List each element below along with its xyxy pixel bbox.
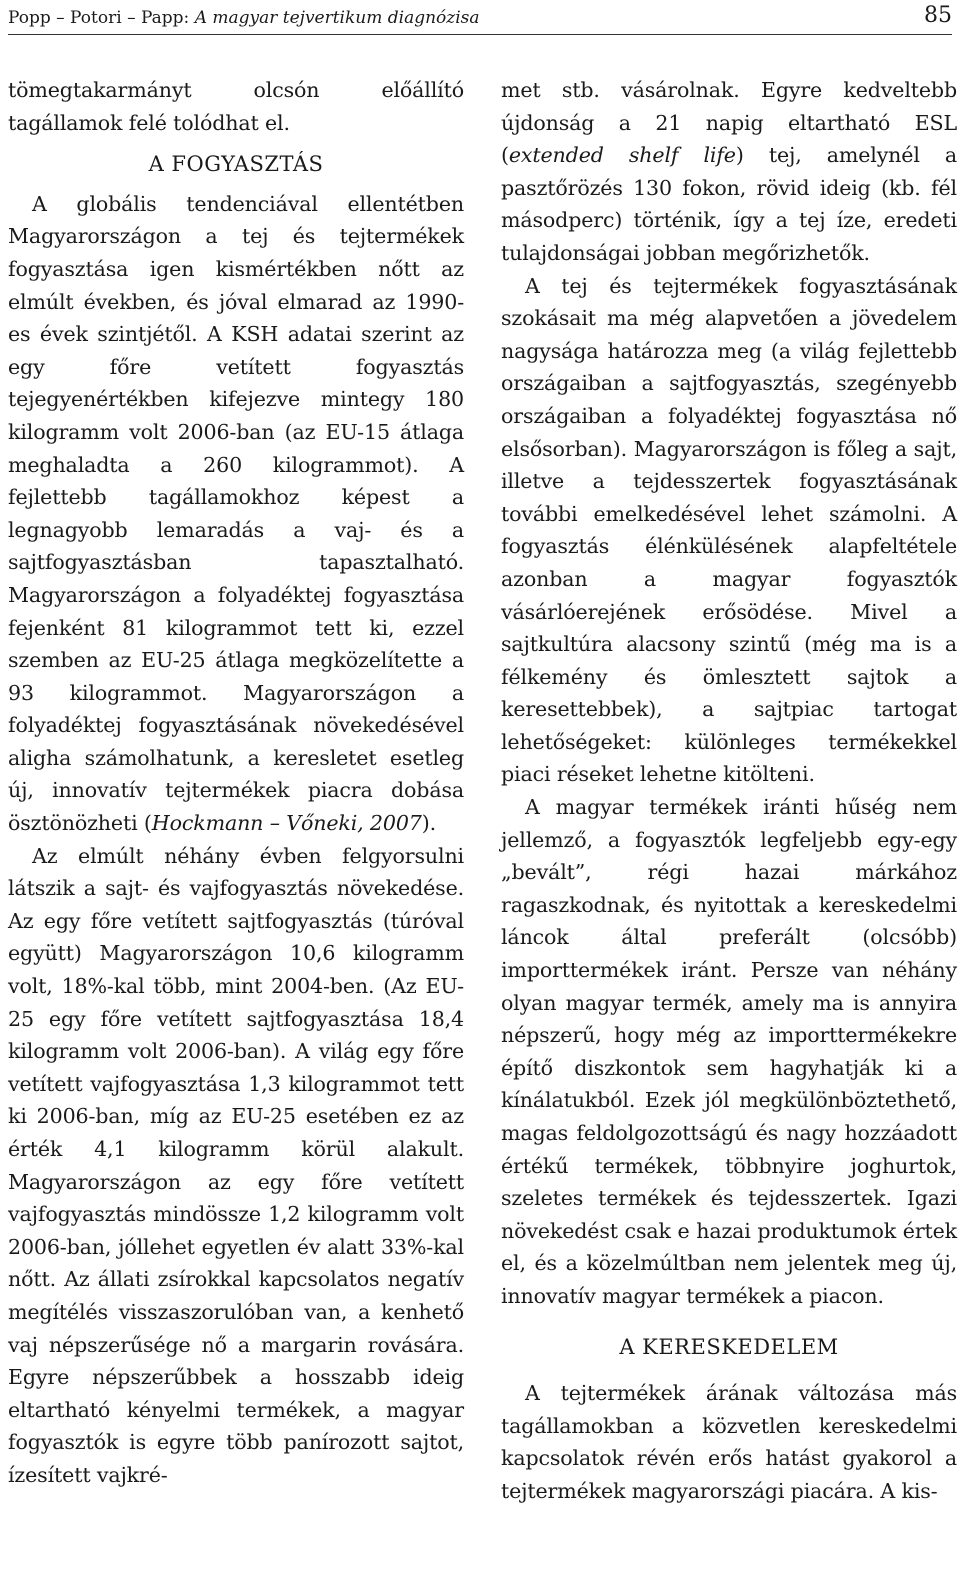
header-rule bbox=[8, 34, 952, 35]
continuation-text-end: ) tej, amelynél a pasztőrözés 130 fokon, rövid ideig (kb. fél másodperc) történik, így a tej íze, eredeti tulajdonságai jobban megőrizhetők. bbox=[501, 143, 957, 265]
running-head bbox=[8, 7, 480, 29]
consumption-paragraph-4: A magyar termékek iránti hűség nem jellemző, a fogyasztók legfeljebb egy-egy „bevált”, régi hazai márkához ragaszkodnak, és nyitottak a kereskedelmi láncok által preferált (olcsóbb) importtermékek iránt. Persze van néhány olyan magyar termék, amely ma is annyira népszerű, hogy még az importtermékekre építő diszkontok sem hagyhatják ki a kínálatukból. Ezek jól megkülönböztethető, magas feldolgozottságú és nagy hozzáadott értékű termékek, többnyire joghurtok, szeletes termékek és tejdesszertek. Igazi növekedést csak e hazai produktumok értek el, és a közelmúltban nem jelentek meg új, innovatív magyar termékek a piacon. bbox=[501, 795, 957, 1308]
section-heading-trade: A KERESKEDELEM bbox=[619, 1334, 839, 1359]
left-column bbox=[8, 74, 464, 1492]
continuation-paragraph bbox=[501, 74, 957, 270]
running-head-authors: Popp – Potori – Papp: bbox=[8, 8, 195, 28]
consumption-paragraph-2: Az elmúlt néhány évben felgyorsulni látszik a sajt- és vajfogyasztás növekedése. Az egy főre vetített sajtfogyasztás (túróval együtt) Magyarországon 10,6 kilogramm volt, 18%-kal több, mint 2004-ben. (Az EU-25 egy főre vetített sajtfogyasztása 18,4 kilogramm volt 2006-ban). A világ egy főre vetített vajfogyasztása 1,3 kilogrammot tett ki 2006-ban, míg az EU-25 esetében ez az érték 4,1 kilogramm körül alakult. Magyarországon az egy főre vetített vajfogyasztás mindössze 1,2 kilogramm volt 2006-ban, jóllehet egyetlen év alatt 33%-kal nőtt. Az állati zsírokkal kapcsolatos negatív megítélés visszaszorulóban van, a kenhető vaj népszerűsége nő a margarin rovására. Egyre népszerűbbek a hosszabb ideig eltartható kényelmi termékek, a magyar fogyasztók is egyre több panírozott sajtot, ízesített vajkré- bbox=[8, 843, 464, 1487]
trade-paragraph-1: A tejtermékek árának változása más tagállamokban a közvetlen kereskedelmi kapcsolatok révén erős hatást gyakorol a tejtermékek magyarországi piacára. A kis- bbox=[501, 1381, 957, 1503]
citation: Hockmann – Vőneki, 2007 bbox=[151, 811, 422, 836]
right-column bbox=[501, 74, 957, 1508]
esl-term: extended shelf life bbox=[508, 143, 736, 168]
section-heading-consumption: A FOGYASZTÁS bbox=[148, 152, 324, 177]
continuation-text: met stb. vásárolnak. Egyre kedveltebb újdonság a 21 napig eltartható ESL ( bbox=[501, 78, 957, 168]
running-header bbox=[8, 4, 952, 30]
consumption-paragraph-3: A tej és tejtermékek fogyasztásának szokásait ma még alapvetően a jövedelem nagysága határozza meg (a világ fejlettebb országaiban a sajtfogyasztás, szegényebb országaiban a folyadéktej fogyasztása nő elsősorban). Magyarországon is főleg a sajt, illetve a tejdesszertek fogyasztásának további emelkedésével lehet számolni. A fogyasztás élénkülésének alapfeltétele azonban a magyar fogyasztók vásárlóerejének erősödése. Mivel a sajtkultúra alacsony szintű (még ma is a félkemény és ömlesztett sajtok a keresettebbek), a sajtpiac tartogat lehetőségeket: különleges termékekkel piaci réseket lehetne kitölteni. bbox=[501, 273, 957, 787]
consumption-paragraph-1 bbox=[8, 188, 464, 840]
consumption-paragraph-1-text: A globális tendenciával ellentétben Magyarországon a tej és tejtermékek fogyasztása igen kismértékben nőtt az elmúlt években, és jóval elmarad az 1990-es évek szintjétől. A KSH adatai szerint az egy főre vetített fogyasztás tejegyenértékben kifejezve mintegy 180 kilogramm volt 2006-ban (az EU-15 átlaga meghaladta a 260 kilogrammot). A fejlettebb tagállamokhoz képest a legnagyobb lemaradás a vaj- és a sajtfogyasztásban tapasztalható. Magyarországon a folyadéktej fogyasztása fejenként 81 kilogrammot tett ki, ezzel szemben az EU-25 átlaga megközelítette a 93 kilogrammot. Magyarországon a folyadéktej fogyasztásának növekedésével aligha számolhatunk, a keresletet esetleg új, innovatív tejtermékek piacra dobása ösztönözheti ( bbox=[8, 191, 464, 836]
running-head-title: A magyar tejvertikum diagnózisa bbox=[194, 8, 480, 28]
page-number: 85 bbox=[924, 3, 952, 28]
consumption-paragraph-1-end: ). bbox=[421, 811, 437, 836]
intro-paragraph: tömegtakarmányt olcsón előállító tagállamok felé tolódhat el. bbox=[8, 78, 464, 135]
